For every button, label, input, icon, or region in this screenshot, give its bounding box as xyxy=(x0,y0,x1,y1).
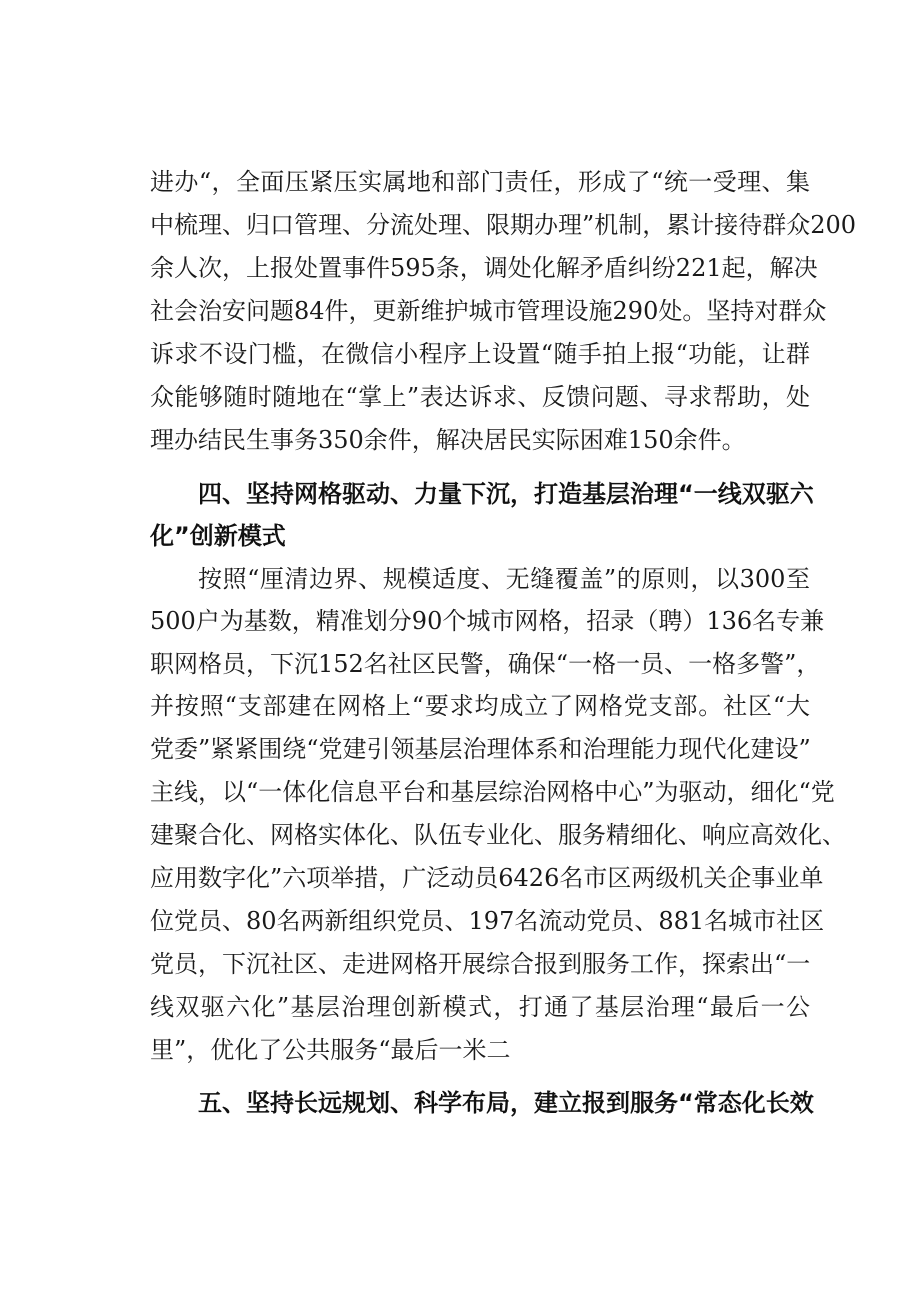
body-text-line: 进办“，全面压紧压实属地和部门责任，形成了“统一受理、集 xyxy=(150,168,810,196)
body-text-line: 位党员、80名两新组织党员、197名流动党员、881名城市社区 xyxy=(150,907,825,935)
section-heading-4: 四、坚持网格驱动、力量下沉，打造基层治理“一线双驱六 xyxy=(198,480,814,508)
section-heading-5: 五、坚持长远规划、科学布局，建立报到服务“常态化长效 xyxy=(198,1089,814,1117)
body-text-line: 余人次，上报处置事件595条，调处化解矛盾纠纷221起，解决 xyxy=(150,254,818,282)
body-text-line: 里”，优化了公共服务“最后一米二 xyxy=(150,1036,511,1064)
body-text-line: 应用数字化”六项举措，广泛动员6426名市区两级机关企事业单 xyxy=(150,864,824,892)
body-text-line: 中梳理、归口管理、分流处理、限期办理”机制，累计接待群众200 xyxy=(150,211,857,239)
body-text-line: 党委”紧紧围绕“党建引领基层治理体系和治理能力现代化建设” xyxy=(150,735,811,763)
section-heading-4-continued: 化”创新模式 xyxy=(150,522,286,550)
body-text-line: 诉求不设门槛，在微信小程序上设置“随手拍上报“功能，让群 xyxy=(150,340,810,368)
body-text-line: 按照“厘清边界、规模适度、无缝覆盖”的原则，以300至 xyxy=(198,565,810,593)
body-text-line: 500户为基数，精准划分90个城市网格，招录（聘）136名专兼 xyxy=(150,607,825,635)
body-text-line: 并按照“支部建在网格上“要求均成立了网格党支部。社区“大 xyxy=(150,692,810,720)
body-text-line: 党员，下沉社区、走进网格开展综合报到服务工作，探索出“一 xyxy=(150,950,811,978)
body-text-line: 建聚合化、网格实体化、队伍专业化、服务精细化、响应高效化、 xyxy=(150,821,846,849)
body-text-line: 理办结民生事务350余件，解决居民实际困难150余件。 xyxy=(150,426,746,454)
body-text-line: 众能够随时随地在“掌上”表达诉求、反馈问题、寻求帮助，处 xyxy=(150,383,810,411)
body-text-line: 线双驱六化”基层治理创新模式，打通了基层治理“最后一公 xyxy=(150,993,810,1021)
body-text-line: 职网格员，下沉152名社区民警，确保“一格一员、一格多警”， xyxy=(150,650,821,678)
body-text-line: 主线，以“一体化信息平台和基层综治网格中心”为驱动，细化“党 xyxy=(150,778,835,806)
body-text-line: 社会治安问题84件，更新维护城市管理设施290处。坚持对群众 xyxy=(150,297,827,325)
